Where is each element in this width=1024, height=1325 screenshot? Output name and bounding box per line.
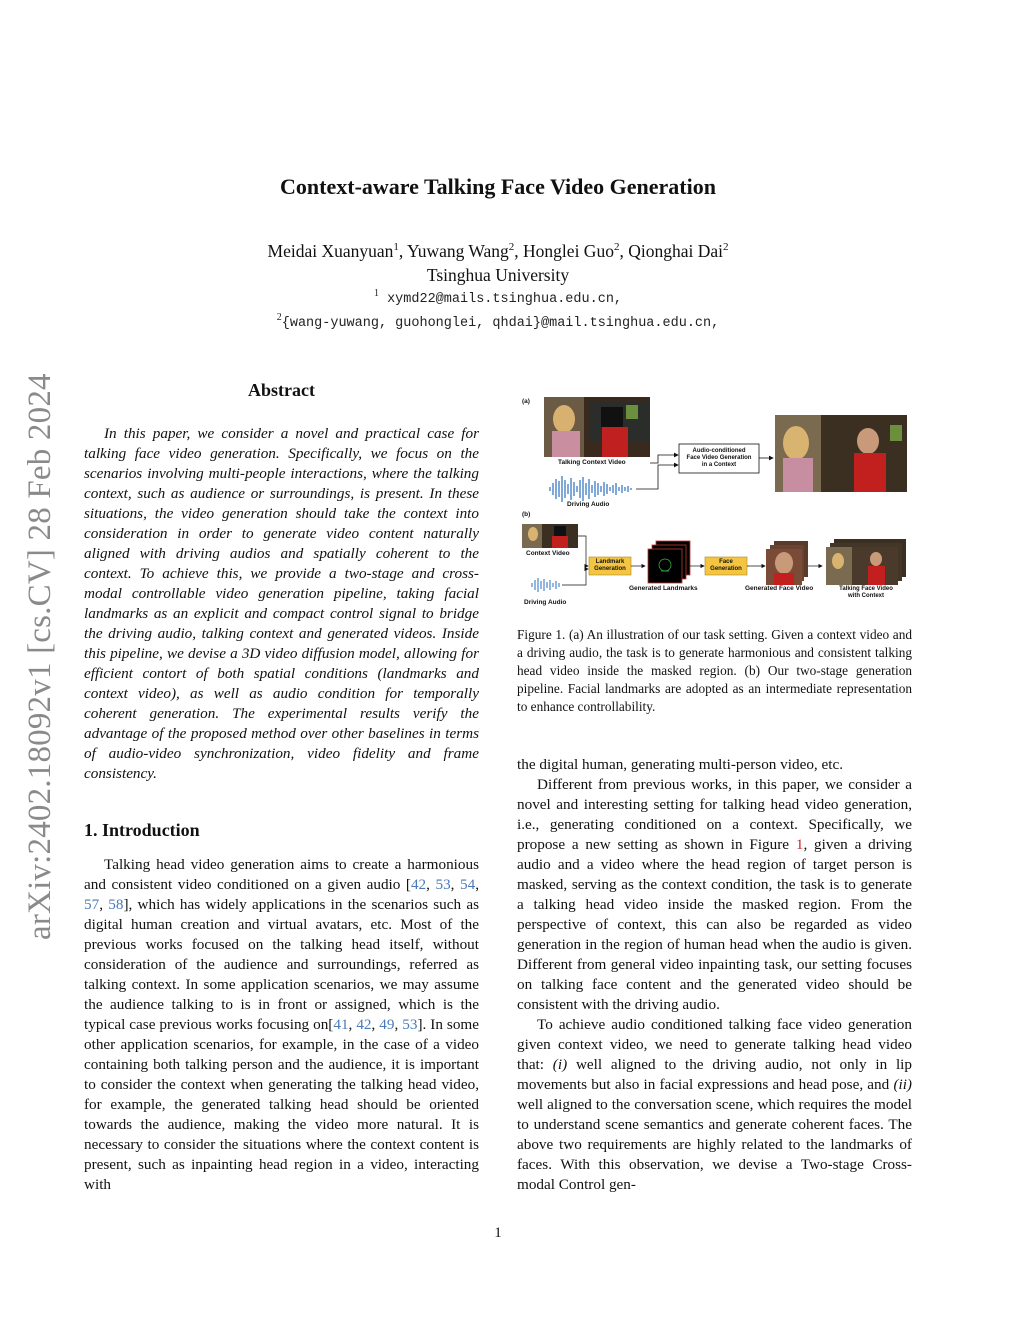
paragraph-text: , given a driving audio and a video where the head region of target person is masked, serving as the context condition, the task is to generate a talking head video inside the masked region. From the perspective of context, this can also be regarded as video generation in the region of human head when the audio is given. Different from general video inpainting task, our setting focuses on talking face content and the generated video should be consistent with the driving audio. xyxy=(517,836,913,1013)
context-video-label: Context Video xyxy=(526,550,570,557)
author-separator: , xyxy=(398,241,407,261)
paragraph-text: ], which has widely applications in the scenarios such as digital human creation and virtual avatars, etc. Most of the previous works focused on the talking head itself, without consideration of the audience and surroundings, referred as talking context. In some application scenarios, we may assume the audience talking to is in front or assigned, which is the typical case previous works focusing on[ xyxy=(84,896,480,1033)
paragraph-text: Talking head video generation aims to create a harmonious and consistent video conditioned on a given audio [ xyxy=(84,856,479,893)
citation-link[interactable]: 58 xyxy=(108,896,124,913)
author-affiliation-mark: 2 xyxy=(508,241,515,253)
affiliation: Tsinghua University xyxy=(426,265,570,285)
citation-link[interactable]: 54 xyxy=(460,876,476,893)
box-text-line: Generation xyxy=(594,566,626,572)
box-text-line: Face xyxy=(719,559,733,565)
email-line-2 xyxy=(0,312,996,331)
enumeration-marker: (i) xyxy=(552,1056,568,1073)
box-text-line: Landmark xyxy=(595,559,625,565)
citation-link[interactable]: 42 xyxy=(356,1016,372,1033)
box-text-line: Talking Face Video xyxy=(839,586,893,592)
audio-conditioned-box-text xyxy=(679,444,759,473)
arxiv-identifier: arXiv:2402.18092v1 [cs.CV] 28 Feb 2024 xyxy=(22,373,58,940)
author-list xyxy=(0,240,996,262)
talking-face-video-with-context-stack xyxy=(826,539,906,585)
enumeration-marker: (ii) xyxy=(893,1076,912,1093)
author-name: Yuwang Wang xyxy=(407,241,509,261)
author-name: Meidai Xuanyuan xyxy=(267,241,394,261)
citation-link[interactable]: 42 xyxy=(410,876,427,893)
panel-label-b: (b) xyxy=(522,511,531,518)
page-number: 1 xyxy=(494,1225,502,1241)
panel-label-a: (a) xyxy=(522,398,530,405)
citation-link[interactable]: 41 xyxy=(333,1016,349,1033)
intro-paragraph-continued: the digital human, generating multi-person video, etc. xyxy=(517,756,844,773)
citation-link[interactable]: 53 xyxy=(402,1016,418,1033)
paragraph-text: Different from previous works, in this paper, we consider a novel and interesting setting for talking head video generation, i.e., generating conditioned on a context. Specifically, we propose a new setting as shown in Figure xyxy=(517,776,912,853)
intro-paragraph-2 xyxy=(517,775,912,1015)
intro-paragraph-1: Talking head video generation aims to create a harmonious and consistent video conditioned on a given audio [42, 53, 54, 57, 58], which has widely applications in the scenarios such as digital human creation and virtual avatars, etc. Most of the previous works focused on the talking head itself, without consideration of the audience and surroundings, referred as talking context. In some application scenarios, we may assume the audience talking to is in front or assigned, which is the typical case previous works focusing on[41, 42, 49, 53]. In some other application scenarios, for example, in the case of a video containing both talking person and the audience, it is important to consider the context when generating the talking head video, for example, the generated talking head should be oriented towards the audience, making the video more natural. It is necessary to consider the situations where the context content is present, such as inpainting head region in a video, interacting with xyxy=(84,856,480,1193)
driving-audio-waveform-small xyxy=(532,578,559,592)
generated-landmarks-stack xyxy=(648,541,690,583)
author-separator: , xyxy=(619,241,629,261)
abstract-heading: Abstract xyxy=(248,380,315,400)
citation-link[interactable]: 57 xyxy=(84,896,100,913)
talking-context-video-thumbnail xyxy=(544,397,650,457)
email-line-1 xyxy=(0,288,996,307)
box-text-line: Audio-conditioned xyxy=(692,448,746,454)
paragraph-text: well aligned to the conversation scene, which requires the model to understand scene semantics and generate coherent faces. The above two requirements are highly related to the landmarks of faces. With this observation, we devise a Two-stage Cross-modal Control gen- xyxy=(517,1096,912,1193)
intro-paragraph-3 xyxy=(517,1015,912,1195)
email-address: {wang-yuwang, guohonglei, qhdai}@mail.tsinghua.edu.cn, xyxy=(281,316,720,331)
generated-face-video-stack xyxy=(766,541,808,585)
driving-audio-label: Driving Audio xyxy=(567,501,610,508)
email-affiliation-mark: 2 xyxy=(276,312,282,323)
face-generation-text xyxy=(705,557,747,575)
figure-caption: Figure 1. (a) An illustration of our task setting. Given a context video and a driving audio, the task is to generate harmonious and consistent talking head video inside the masked region. (b) Our two-stage generation pipeline. Facial landmarks are adopted as an intermediate representation to enhance controllability. xyxy=(517,627,912,714)
figure-reference-link[interactable]: 1 xyxy=(795,836,804,853)
context-video-thumbnail xyxy=(522,524,578,548)
generated-landmarks-label: Generated Landmarks xyxy=(629,585,698,592)
author-affiliation-mark: 1 xyxy=(393,241,399,253)
author-name: Qionghai Dai xyxy=(628,241,723,261)
section-heading: 1. Introduction xyxy=(84,820,200,840)
citation-link[interactable]: 53 xyxy=(435,876,451,893)
talking-face-video-with-context-label xyxy=(822,585,910,601)
author-affiliation-mark: 2 xyxy=(722,241,729,253)
email-address: xymd22@mails.tsinghua.edu.cn, xyxy=(387,292,623,307)
email-affiliation-mark: 1 xyxy=(373,288,379,299)
paragraph-text: ]. In some other application scenarios, for example, in the case of a video containing both talking person and the audience, it is important to consider the context when generating the talking head video, for example, the generated talking head should be oriented towards the audience, making the video more natural. It is necessary to consider the situations where the context content is present, such as inpainting head region in a video, interacting with xyxy=(84,1016,479,1193)
result-video-thumbnail xyxy=(775,415,907,492)
generated-face-video-label: Generated Face Video xyxy=(745,585,814,592)
driving-audio-waveform xyxy=(550,476,631,502)
author-affiliation-mark: 2 xyxy=(613,241,620,253)
abstract-text: In this paper, we consider a novel and practical case for talking face video generation. Specifically, we focus on the scenarios involving multi-people interactions, where the talking context, such as audience or surroundings, is present. In these situations, the video generation should take the context into consideration in order to generate video content naturally aligned with driving audios and spatially coherent to the context. To achieve this, we provide a two-stage and cross-modal controllable video generation pipeline, taking facial landmarks as an explicit and compact control signal to bridge the driving audio, talking context and generated videos. Inside this pipeline, we devise a 3D video diffusion model, allowing for efficient contort of both spatial conditions (landmarks and context video), as well as audio condition for temporally coherent generation. The experimental results verify the advantage of the proposed method over other baselines in terms of audio-video synchronization, video fidelity and frame consistency. xyxy=(84,425,479,782)
author-name: Honglei Guo xyxy=(523,241,614,261)
figure-1 xyxy=(518,393,912,611)
driving-audio-label-b: Driving Audio xyxy=(524,599,567,606)
author-separator: , xyxy=(514,241,524,261)
box-text-line: Face Video Generation xyxy=(686,455,752,461)
talking-context-video-label: Talking Context Video xyxy=(558,459,626,466)
paragraph-text: To achieve audio conditioned talking face video generation given context video, we need to generate talking head video that: xyxy=(517,1016,912,1073)
landmark-generation-text xyxy=(589,557,631,575)
paper-title: Context-aware Talking Face Video Generation xyxy=(280,174,716,199)
paragraph-text: well aligned to the driving audio, not only in lip movements but also in facial expressions and head pose, and xyxy=(517,1056,912,1093)
box-text-line: Generation xyxy=(710,566,742,572)
box-text-line: with Context xyxy=(848,593,884,599)
citation-link[interactable]: 49 xyxy=(379,1016,395,1033)
box-text-line: in a Context xyxy=(701,462,737,468)
